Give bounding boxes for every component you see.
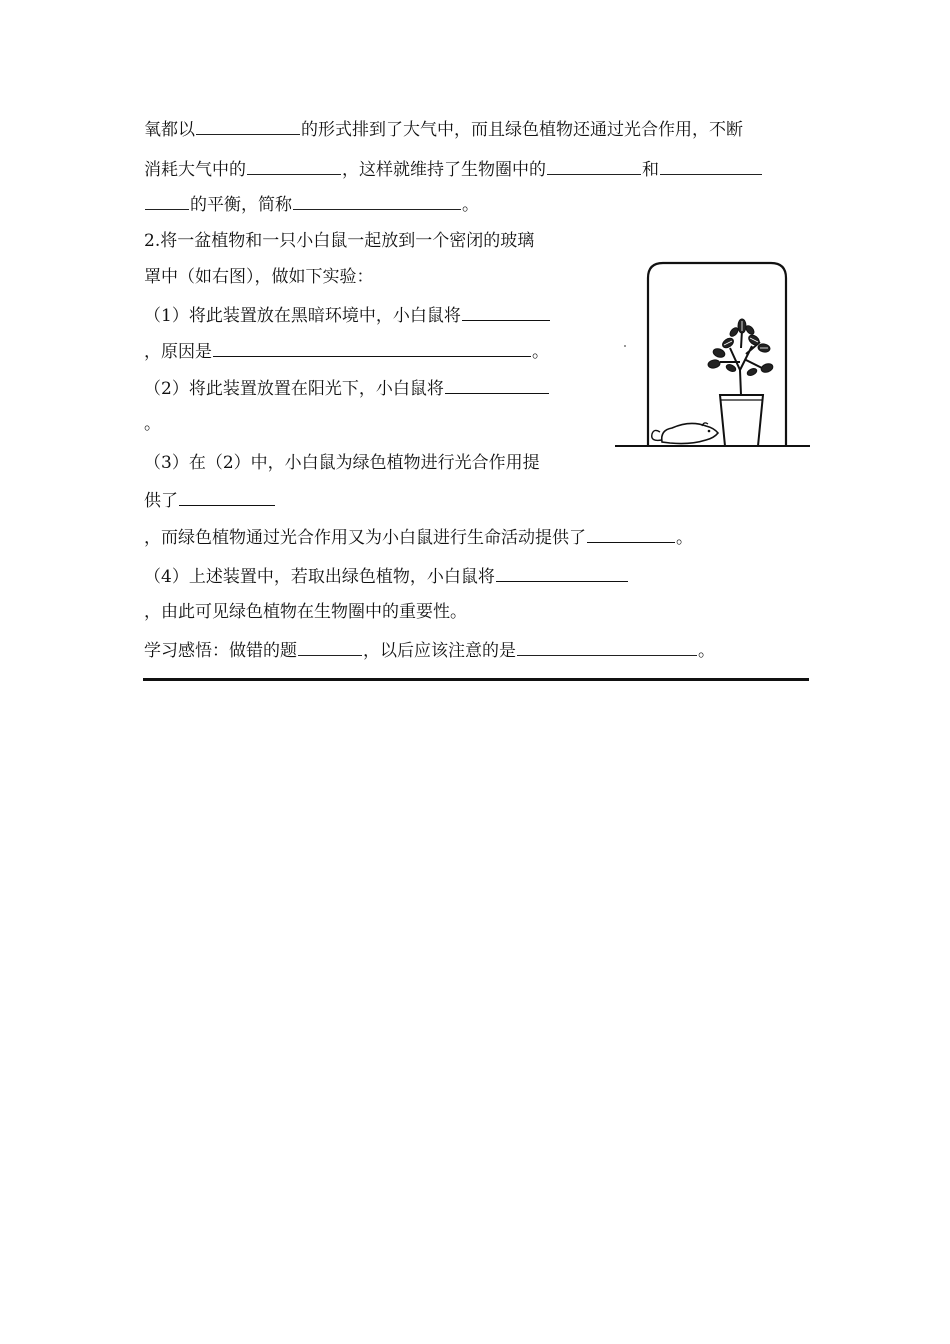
text-segment: ，由此可见绿色植物在生物圈中的重要性。	[144, 602, 467, 622]
answer-blank-oxygen-form[interactable]	[196, 116, 300, 135]
text-segment: 。	[462, 195, 479, 215]
paragraph-line-2	[144, 156, 763, 182]
sub-question-2-line-2	[144, 412, 161, 436]
text-segment: ，以后应该注意的是	[363, 641, 516, 661]
text-segment: 和	[642, 160, 659, 180]
text-segment: （3）在（2）中，小白鼠为绿色植物进行光合作用提	[144, 453, 540, 473]
answer-blank-no-plant-mouse[interactable]	[496, 563, 628, 582]
answer-blank-notes[interactable]	[517, 637, 697, 656]
answer-blank-plant-provides[interactable]	[587, 524, 675, 543]
text-segment: 。	[532, 342, 549, 362]
answer-blank-short-name[interactable]	[293, 191, 461, 210]
sub-question-3-line-1	[144, 451, 540, 475]
text-segment: （2）将此装置放置在阳光下，小白鼠将	[144, 379, 444, 399]
paragraph-line-3	[144, 191, 479, 217]
sub-question-3-line-2	[144, 487, 276, 513]
text-segment: （4）上述装置中，若取出绿色植物，小白鼠将	[144, 567, 495, 587]
text-segment: 的平衡，简称	[190, 195, 292, 215]
question-2-line-2	[144, 265, 374, 289]
question-2-line-1	[144, 229, 534, 253]
text-segment: 消耗大气中的	[144, 160, 246, 180]
sub-question-1-line-2	[144, 338, 549, 364]
text-segment: 。	[676, 528, 693, 548]
reflection-line	[144, 637, 715, 663]
answer-blank-consumed-gas[interactable]	[247, 156, 341, 175]
section-divider	[143, 678, 809, 681]
text-segment: 氧都以	[144, 120, 195, 140]
paragraph-line-1	[144, 116, 743, 142]
text-segment: ，原因是	[144, 342, 212, 362]
answer-blank-balance-2-cont[interactable]	[145, 191, 189, 210]
text-segment: （1）将此装置放在黑暗环境中，小白鼠将	[144, 306, 461, 326]
sub-question-3-line-3	[144, 524, 693, 550]
text-segment: 的形式排到了大气中，而且绿色植物还通过光合作用，不断	[301, 120, 743, 140]
bell-jar-plant-mouse-icon	[610, 250, 815, 485]
sub-question-4-line-2	[144, 600, 467, 624]
sub-question-2-line-1	[144, 375, 550, 401]
answer-blank-balance-1[interactable]	[547, 156, 641, 175]
answer-blank-reason[interactable]	[213, 338, 531, 357]
text-segment: 。	[698, 641, 715, 661]
question-2-text: 2.将一盆植物和一只小白鼠一起放到一个密闭的玻璃	[144, 231, 535, 251]
text-segment: 供了	[144, 491, 178, 511]
sub-question-4-line-1	[144, 563, 629, 589]
answer-blank-balance-2[interactable]	[660, 156, 762, 175]
answer-blank-wrong-questions[interactable]	[298, 637, 362, 656]
sub-question-1-line-1	[144, 302, 551, 328]
answer-blank-dark-mouse[interactable]	[462, 302, 550, 321]
text-segment: ，而绿色植物通过光合作用又为小白鼠进行生命活动提供了	[144, 528, 586, 548]
text-segment: 学习感悟：做错的题	[144, 641, 297, 661]
question-2-text: 罩中（如右图），做如下实验：	[144, 267, 374, 287]
answer-blank-mouse-provides[interactable]	[179, 487, 275, 506]
answer-blank-sunlight-mouse[interactable]	[445, 375, 549, 394]
text-segment: 。	[144, 414, 161, 434]
text-segment: ，这样就维持了生物圈中的	[342, 160, 546, 180]
